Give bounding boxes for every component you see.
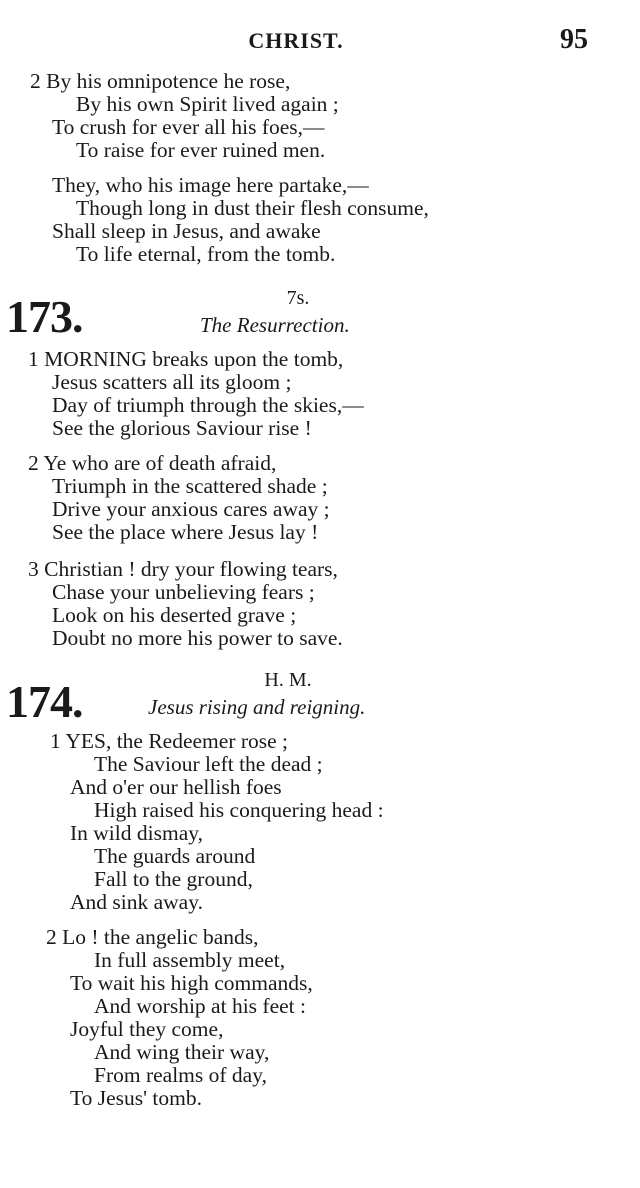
hymn-number: 174. (6, 676, 83, 727)
verse-line: 2 By his omnipotence he rose, (30, 69, 291, 93)
hymn-title: Jesus rising and reigning. (148, 695, 366, 719)
verse-line: And wing their way, (94, 1040, 270, 1064)
verse-line: And sink away. (70, 890, 203, 914)
verse-line: Triumph in the scattered shade ; (52, 474, 328, 498)
verse-line: Look on his deserted grave ; (52, 603, 297, 627)
verse-line: Fall to the ground, (94, 867, 253, 891)
verse-line: In full assembly meet, (94, 948, 286, 972)
verse-line: Though long in dust their flesh consume, (76, 196, 429, 220)
verse-line: They, who his image here partake,— (52, 173, 369, 197)
verse-line: See the glorious Saviour rise ! (52, 416, 312, 440)
verse-line: To wait his high commands, (70, 971, 313, 995)
verse-line: See the place where Jesus lay ! (52, 520, 319, 544)
verse-line: 2 Lo ! the angelic bands, (46, 925, 259, 949)
verse-line: By his own Spirit lived again ; (76, 92, 339, 116)
running-header: CHRIST. (248, 28, 344, 53)
verse-line: High raised his conquering head : (94, 798, 384, 822)
verse-line: 1 YES, the Redeemer rose ; (50, 729, 289, 753)
verse-line: Joyful they come, (70, 1017, 224, 1041)
verse-line: The guards around (94, 844, 256, 868)
verse-line: Jesus scatters all its gloom ; (52, 370, 292, 394)
verse-line: To crush for ever all his foes,— (52, 115, 325, 139)
verse-line: Doubt no more his power to save. (52, 626, 343, 650)
verse-line: 1 MORNING breaks upon the tomb, (28, 347, 344, 371)
hymn-meter: 7s. (286, 287, 310, 309)
hymn-number: 173. (6, 291, 83, 342)
verse-line: From realms of day, (94, 1063, 267, 1087)
verse-line: Chase your unbelieving fears ; (52, 580, 315, 604)
verse-line: To raise for ever ruined men. (76, 138, 326, 162)
page-number: 95 (560, 24, 588, 55)
verse-line: And o'er our hellish foes (70, 775, 282, 799)
verse-line: In wild dismay, (70, 821, 203, 845)
hymn-title: The Resurrection. (200, 313, 350, 337)
verse-line: To life eternal, from the tomb. (76, 242, 336, 266)
verse-line: The Saviour left the dead ; (94, 752, 323, 776)
verse-line: Drive your anxious cares away ; (52, 497, 330, 521)
verse-line: Shall sleep in Jesus, and awake (52, 219, 321, 243)
verse-line: Day of triumph through the skies,— (52, 393, 364, 417)
verse-line: 2 Ye who are of death afraid, (28, 451, 277, 475)
verse-line: And worship at his feet : (94, 994, 306, 1018)
hymn-meter: H. M. (264, 669, 312, 691)
verse-line: To Jesus' tomb. (70, 1086, 202, 1110)
verse-line: 3 Christian ! dry your flowing tears, (28, 557, 338, 581)
